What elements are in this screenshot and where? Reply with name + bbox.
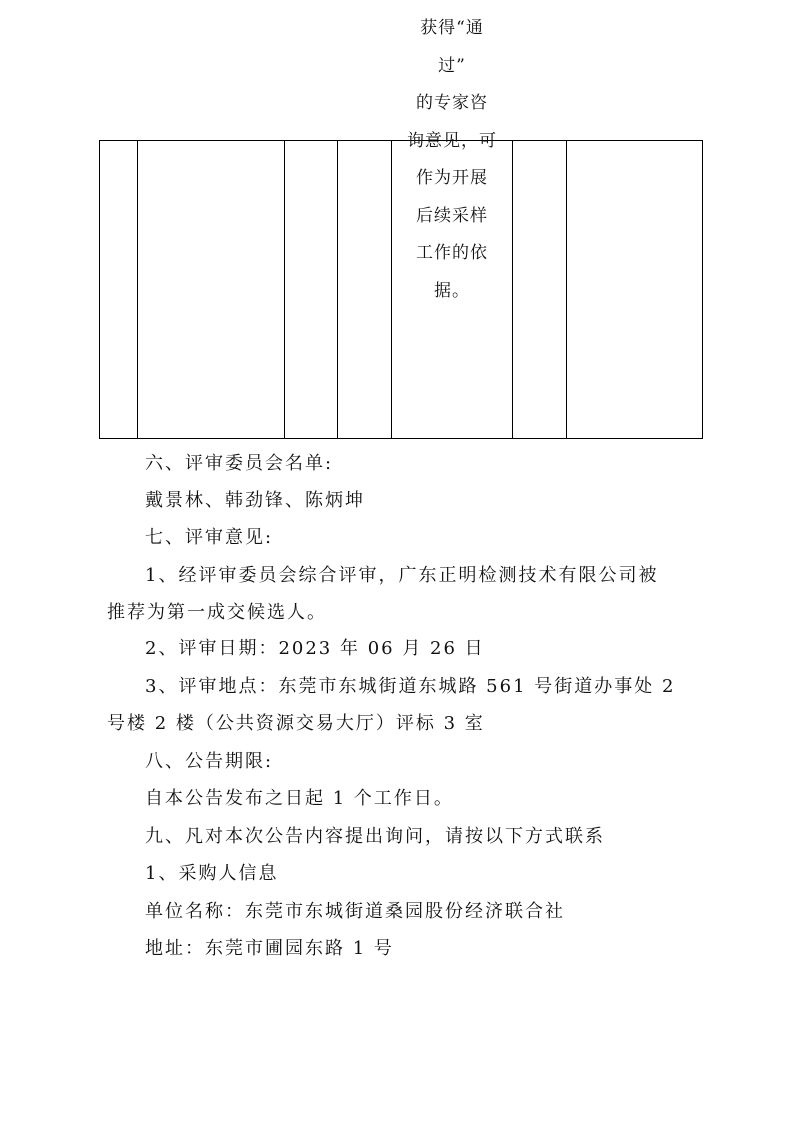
- purchaser-org-name: 单位名称：东莞市东城街道桑园股份经济联合社: [145, 901, 565, 922]
- committee-members: 戴景林、韩劲锋、陈炳坤: [145, 490, 365, 511]
- cell-line: 作为开展: [416, 168, 488, 188]
- section-6-heading: 六、评审委员会名单:: [145, 453, 334, 474]
- notice-period: 自本公告发布之日起 1 个工作日。: [145, 788, 454, 809]
- section-7-heading: 七、评审意见:: [145, 527, 274, 548]
- purchaser-info-heading: 1、采购人信息: [145, 863, 279, 884]
- cell-line: 的专家咨: [416, 93, 488, 113]
- section-9-heading: 九、凡对本次公告内容提出询问，请按以下方式联系: [145, 826, 605, 847]
- review-location: 3、评审地点：东莞市东城街道东城路 561 号街道办事处 2: [145, 676, 676, 697]
- cell-line: 据。: [434, 280, 470, 301]
- review-location-cont: 号楼 2 楼（公共资源交易大厅）评标 3 室: [107, 713, 485, 734]
- cell-line: 过”: [438, 55, 466, 76]
- table-cell-remarks: [392, 10, 512, 310]
- review-date: 2、评审日期：2023 年 06 月 26 日: [145, 638, 485, 659]
- table-column-divider: [284, 141, 285, 438]
- table-column-divider: [566, 141, 567, 438]
- section-8-heading: 八、公告期限:: [145, 751, 274, 772]
- review-opinion-1-cont: 推荐为第一成交候选人。: [107, 602, 327, 623]
- cell-line: 工作的依: [416, 243, 488, 263]
- review-opinion-1: 1、经评审委员会综合评审，广东正明检测技术有限公司被: [145, 565, 659, 586]
- table-column-divider: [512, 141, 513, 438]
- table-column-divider: [137, 141, 138, 438]
- cell-line: 获得“通: [420, 18, 484, 38]
- table-column-divider: [337, 141, 338, 438]
- purchaser-address: 地址：东莞市圃园东路 1 号: [145, 938, 394, 959]
- cell-line: 询意见，可: [407, 130, 497, 151]
- cell-line: 后续采样: [416, 205, 488, 226]
